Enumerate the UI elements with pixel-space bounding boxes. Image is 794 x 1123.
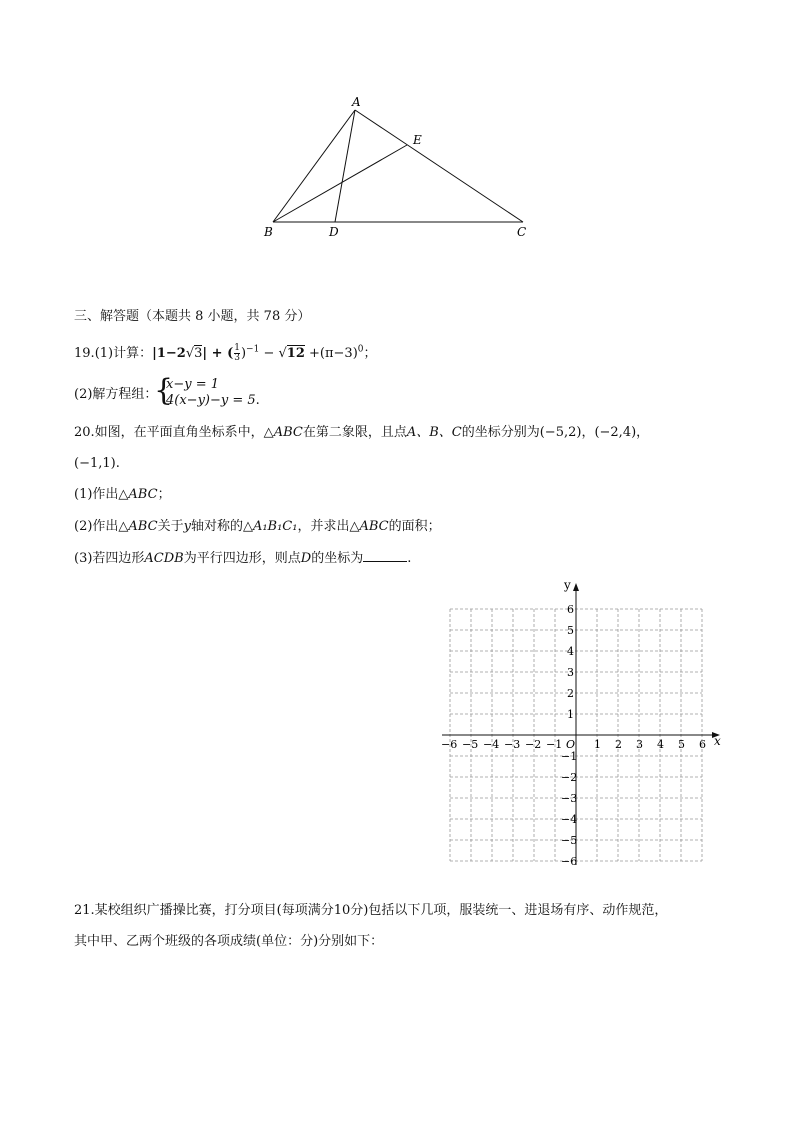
y-tick-label: −1 (561, 750, 578, 763)
q21-line1: 21.某校组织广播操比赛，打分项目(每项满分10分)包括以下几项，服装统一、进退场有序、动作规范， (74, 903, 668, 918)
q19-fraction (234, 344, 240, 363)
segment-ac (355, 110, 523, 222)
y-tick-label: −6 (561, 855, 578, 868)
y-axis-label: y (564, 578, 571, 592)
x-axis-label: x (714, 734, 721, 748)
q20-line1-abc: ABC (273, 425, 303, 440)
q19-eq2: 4(x−y)−y = 5 (166, 393, 256, 408)
x-tick-label: −6 (441, 738, 458, 751)
q20-p1-a: (1)作出△ (74, 487, 129, 502)
origin-label: O (566, 738, 576, 751)
x-tick-label: 2 (615, 738, 622, 751)
q19-minus: − (259, 346, 279, 361)
segment-ab (273, 110, 355, 222)
q19-part1-prefix: (1)计算： (94, 346, 153, 361)
y-tick-label: −4 (561, 813, 578, 826)
q20-p3-b: 为平行四边形，则点 (183, 551, 301, 566)
q20-p3-a: (3)若四边形 (74, 551, 145, 566)
system-brace: { (154, 373, 174, 408)
q20-p2-y: y (183, 519, 191, 534)
x-tick-label: 3 (636, 738, 643, 751)
q20-p3-d: D (300, 551, 312, 566)
y-tick-label: −2 (561, 771, 578, 784)
q20-p2-a1b1c1: A₁B₁C₁ (252, 519, 298, 534)
label-e: E (413, 133, 422, 147)
y-tick-label: 1 (567, 708, 574, 721)
q20-p2-e: 的面积； (388, 519, 441, 534)
x-tick-label: −4 (483, 738, 500, 751)
q19-exp-zero: 0 (357, 344, 364, 355)
y-tick-label: 5 (567, 624, 574, 637)
q20-p3-acdb: ACDB (144, 551, 184, 566)
q19-pi-term: +(π−3) (304, 346, 358, 361)
segment-be (273, 145, 407, 222)
sqrt-sign: √ (185, 346, 195, 361)
q19-part1-end: ； (363, 346, 377, 361)
q20-line1-c: 的坐标分别为(−5,2)，(−2,4)， (461, 425, 650, 440)
section-heading: 三、解答题（本题共 8 小题，共 78 分） (74, 309, 311, 324)
q19-abs-close: | + ( (202, 346, 234, 361)
q20-p1-b: ； (157, 487, 171, 502)
segment-ad (335, 110, 355, 222)
q20-line1-pts: A、B、C (406, 425, 462, 440)
q20-p2-a: (2)作出△ (74, 519, 129, 534)
coordinate-grid (430, 568, 730, 868)
q20-line1-b: 在第二象限，且点 (302, 425, 407, 440)
label-c: C (517, 225, 527, 239)
q20-p2-c: 轴对称的△ (190, 519, 253, 534)
q20-p2-abc: ABC (128, 519, 158, 534)
q20-part3 (74, 549, 411, 568)
y-tick-label: −5 (561, 834, 578, 847)
q20-part2 (74, 518, 441, 536)
q20-line2: (−1,1). (74, 456, 120, 471)
y-tick-label: 3 (567, 666, 574, 679)
q19-sqrt3: 3 (194, 346, 203, 361)
answer-blank[interactable] (363, 549, 407, 562)
x-tick-label: −3 (504, 738, 521, 751)
label-a: A (352, 95, 361, 109)
y-tick-label: 4 (567, 645, 574, 658)
x-tick-label: 1 (594, 738, 601, 751)
q19-frac-num: 1 (234, 343, 240, 353)
q20-line1-a: 20.如图，在平面直角坐标系中，△ (74, 425, 274, 440)
x-tick-label: −5 (462, 738, 479, 751)
q19-number: 19. (74, 346, 95, 361)
y-axis-arrow (573, 583, 579, 591)
q20-p3-end: . (407, 551, 412, 566)
q20-line1 (74, 424, 649, 442)
q20-p2-b: 关于 (157, 519, 184, 534)
sqrt-sign-2: √ (278, 346, 287, 361)
q19-after-frac: ) (240, 346, 247, 361)
q19-eq-end: . (255, 393, 260, 408)
y-tick-label: 2 (567, 687, 574, 700)
q20-p1-abc: ABC (128, 487, 158, 502)
triangle-figure (255, 90, 545, 245)
x-tick-label: −2 (525, 738, 542, 751)
q20-p2-d: ，并求出△ (297, 519, 360, 534)
q21-line2: 其中甲、乙两个班级的各项成绩(单位：分)分别如下： (74, 934, 384, 949)
q19-eq1: x−y = 1 (166, 377, 219, 392)
q20-part1 (74, 486, 171, 504)
q19-abs-open: |1−2 (152, 346, 186, 361)
q19-exp-neg1: −1 (246, 344, 260, 355)
x-tick-label: −1 (546, 738, 563, 751)
x-tick-label: 6 (699, 738, 706, 751)
q20-p2-abc2: ABC (359, 519, 389, 534)
q19-sqrt12: 12 (286, 346, 305, 361)
q19-frac-den: 3 (234, 353, 240, 363)
x-tick-label: 5 (678, 738, 685, 751)
q19-eq2-row (166, 392, 260, 410)
y-tick-label: −3 (561, 792, 578, 805)
q19-part1 (74, 344, 377, 363)
q20-p3-c: 的坐标为 (311, 551, 364, 566)
q19-part2-prefix: (2)解方程组： (74, 387, 158, 402)
y-tick-label: 6 (567, 603, 574, 616)
label-d: D (329, 225, 339, 239)
label-b: B (264, 225, 273, 239)
x-tick-label: 4 (657, 738, 664, 751)
